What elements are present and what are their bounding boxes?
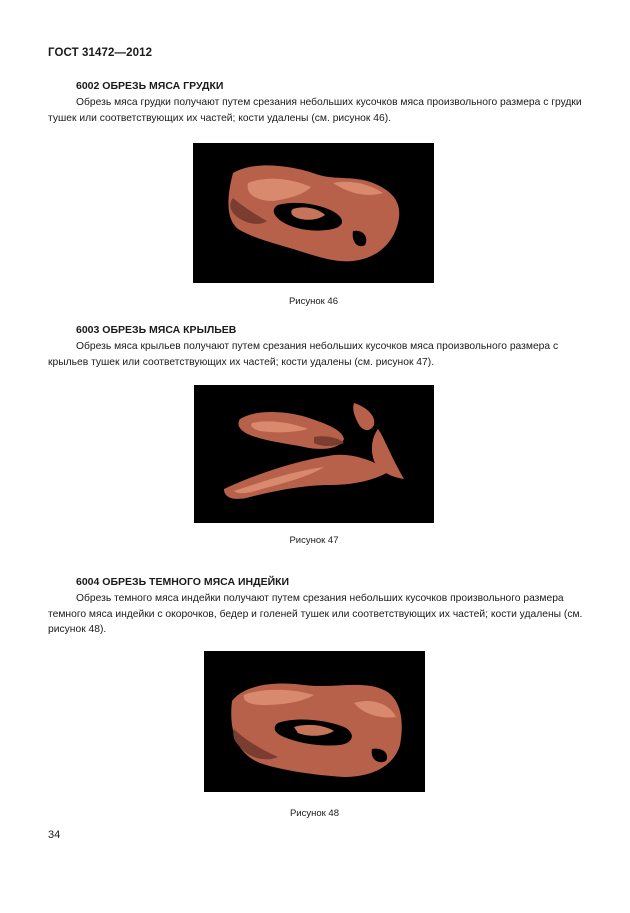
figure-48-caption: Рисунок 48	[289, 808, 340, 819]
meat-trimmings-wings-photo-icon	[194, 385, 434, 523]
figure-47-photo	[194, 385, 434, 523]
section-text-6003-content: Обрезь мяса крыльев получают путем срезания небольших кусочков мяса произвольного размера с крыльев тушек или соответствующих их частей; кости удалены (см. рисунок 47).	[48, 341, 559, 368]
figure-46-caption: Рисунок 46	[288, 296, 339, 307]
meat-trimmings-dark-turkey-photo-icon	[204, 651, 425, 792]
section-text-6002	[48, 95, 588, 126]
page-number: 34	[48, 829, 61, 841]
figure-48-photo	[204, 651, 425, 792]
figure-46-photo	[193, 143, 434, 283]
section-text-6003	[48, 339, 588, 370]
document-header: ГОСТ 31472—2012	[48, 47, 153, 59]
figure-47-caption: Рисунок 47	[289, 535, 339, 546]
section-text-6004-content: Обрезь темного мяса индейки получают путем срезания небольших кусочков произвольного размера темного мяса индейки с окорочков, бедер и голеней тушек или соответствующих их частей; кости удалены (см. рисунок 48).	[48, 593, 583, 635]
section-heading-6002: 6002 ОБРЕЗЬ МЯСА ГРУДКИ	[76, 80, 224, 92]
section-text-6002-content: Обрезь мяса грудки получают путем срезания небольших кусочков мяса произвольного размера с грудки тушек или соответствующих их частей; кости удалены (см. рисунок 46).	[48, 97, 582, 124]
meat-trimmings-breast-photo-icon	[193, 143, 434, 283]
section-heading-6004: 6004 ОБРЕЗЬ ТЕМНОГО МЯСА ИНДЕЙКИ	[76, 576, 290, 588]
section-text-6004	[48, 591, 588, 638]
section-heading-6003: 6003 ОБРЕЗЬ МЯСА КРЫЛЬЕВ	[76, 324, 237, 336]
